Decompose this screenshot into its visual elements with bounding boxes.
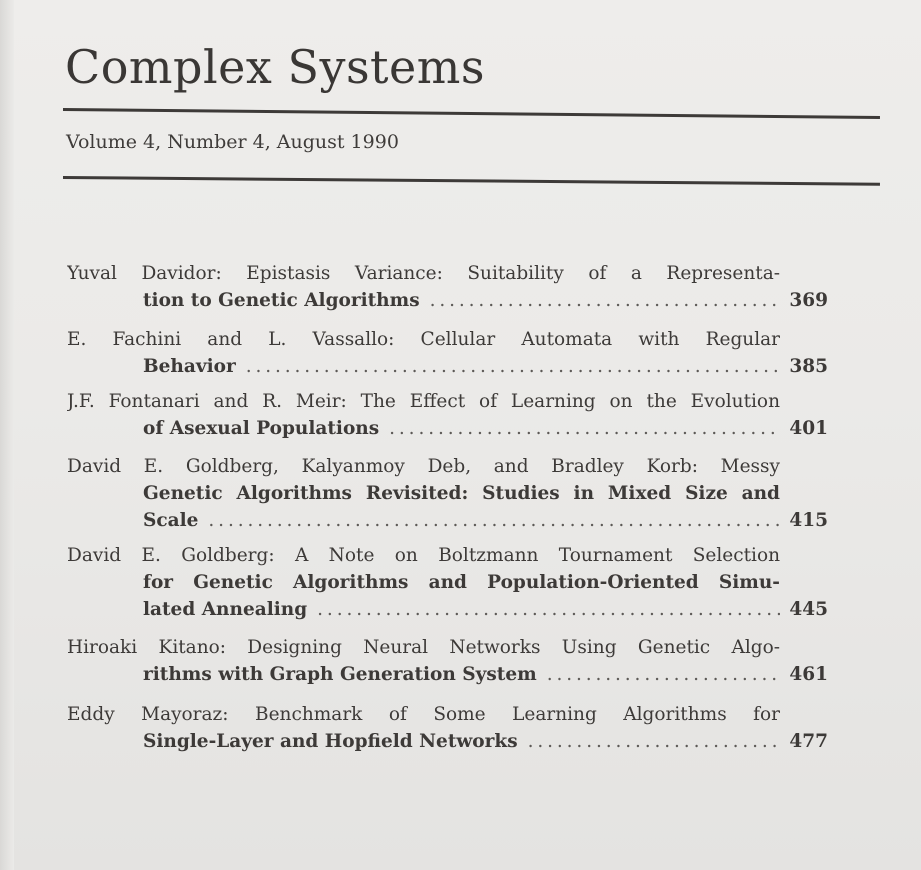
toc-entry-author-line: Eddy Mayoraz: Benchmark of Some Learning Algorithms for	[67, 704, 780, 725]
toc-entry-author-line: Yuval Davidor: Epistasis Variance: Suitability of a Representa-	[67, 263, 780, 284]
toc-entry-last-line	[143, 509, 828, 533]
page-number: 369	[789, 290, 828, 311]
page-number: 461	[789, 664, 828, 685]
dot-leader	[389, 417, 780, 441]
page-number: 477	[789, 731, 828, 752]
toc-entry-text: rithms with Graph Generation System	[143, 664, 537, 685]
toc-entry-title-line: Genetic Algorithms Revisited: Studies in Mixed Size and	[143, 483, 780, 504]
toc-entry-last-line	[143, 355, 828, 379]
toc-entry-last-line	[143, 598, 828, 622]
toc-entry-last-line	[143, 663, 828, 687]
toc-entry-title-line: for Genetic Algorithms and Population-Oriented Simu-	[143, 572, 780, 593]
dot-leader	[208, 509, 780, 533]
page-number: 415	[789, 510, 828, 531]
dot-leader	[317, 598, 780, 622]
page-number: 385	[789, 356, 828, 377]
toc-entry-text: tion to Genetic Algorithms	[143, 290, 420, 311]
page-number: 445	[789, 599, 828, 620]
toc-entry-author-line: J.F. Fontanari and R. Meir: The Effect of Learning on the Evolution	[67, 391, 780, 412]
toc-entry-author-line: David E. Goldberg, Kalyanmoy Deb, and Bradley Korb: Messy	[67, 456, 780, 477]
dot-leader	[246, 355, 780, 379]
toc-entry-last-line	[143, 417, 828, 441]
toc-entry-text: of Asexual Populations	[143, 418, 380, 439]
journal-title: Complex Systems	[65, 40, 485, 94]
issue-line: Volume 4, Number 4, August 1990	[66, 131, 399, 153]
dot-leader	[528, 730, 780, 754]
toc-entry-author-line: Hiroaki Kitano: Designing Neural Networks Using Genetic Algo-	[67, 637, 780, 658]
toc-entry-text: lated Annealing	[143, 599, 308, 620]
toc-entry-text: Single-Layer and Hopfield Networks	[143, 731, 518, 752]
toc-entry-text: Scale	[143, 510, 199, 531]
dot-leader	[430, 289, 780, 313]
toc-entry-text: Behavior	[143, 356, 236, 377]
dot-leader	[547, 663, 780, 687]
toc-entry-last-line	[143, 289, 828, 313]
toc-entry-author-line: David E. Goldberg: A Note on Boltzmann Tournament Selection	[67, 545, 780, 566]
page-number: 401	[789, 418, 828, 439]
toc-entry-author-line: E. Fachini and L. Vassallo: Cellular Automata with Regular	[67, 329, 780, 350]
toc-entry-last-line	[143, 730, 828, 754]
